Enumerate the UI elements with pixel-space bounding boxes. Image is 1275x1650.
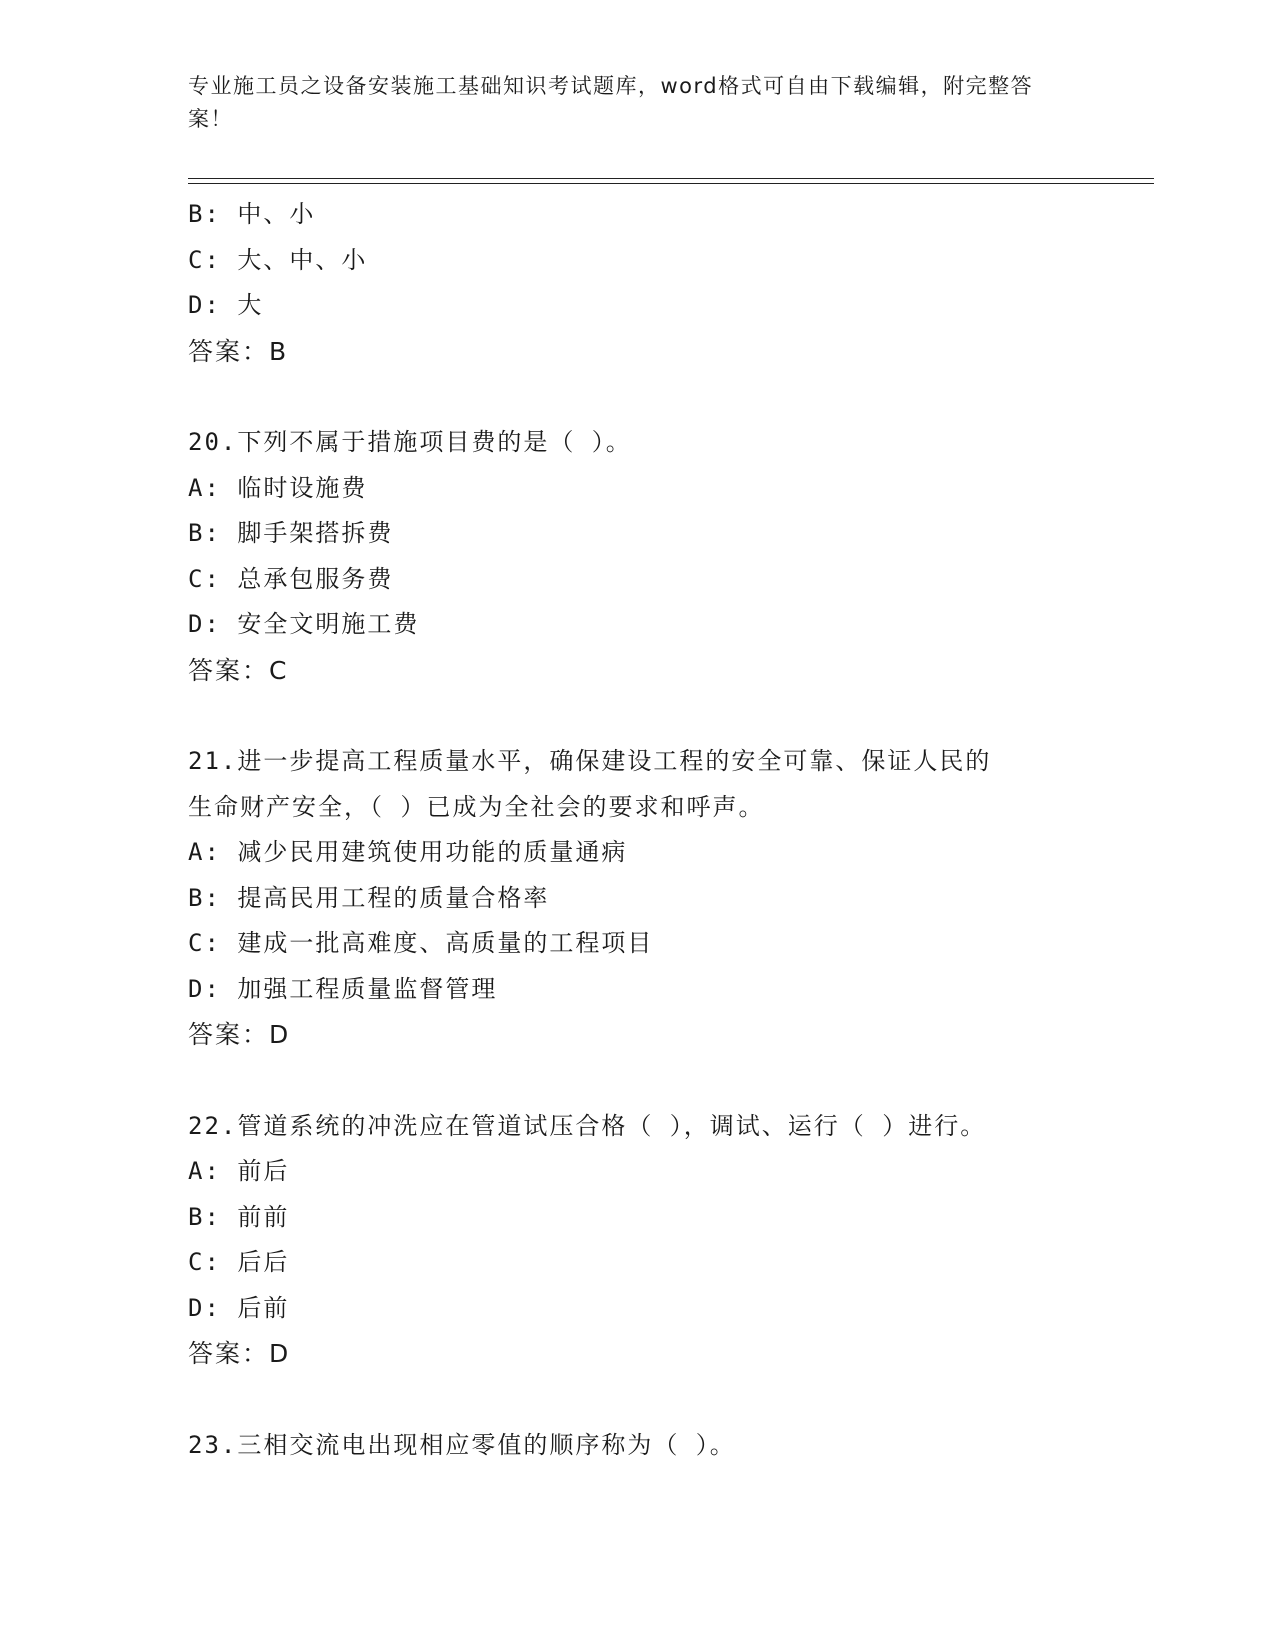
option-d: D: 后前	[188, 1293, 290, 1322]
option-c: C: 总承包服务费	[188, 564, 394, 593]
answer-line: 答案：D	[188, 1020, 291, 1049]
question-stem: 23.三相交流电出现相应零值的顺序称为（ ）。	[188, 1430, 736, 1459]
answer-line: 答案：B	[188, 336, 289, 366]
header-rule-top	[188, 178, 1154, 179]
option-a: A: 临时设施费	[188, 473, 368, 502]
question-block-21	[188, 739, 1088, 1058]
option-b: B: 中、小	[188, 200, 316, 228]
question-list	[188, 192, 1088, 1468]
question-block-23	[188, 1423, 1088, 1469]
header-title: 专业施工员之设备安装施工基础知识考试题库，word格式可自由下载编辑，附完整答案！	[188, 74, 1034, 131]
option-d: D: 大	[188, 291, 264, 319]
option-a: A: 前后	[188, 1157, 290, 1185]
option-c: C: 后后	[188, 1248, 290, 1276]
option-b: B: 脚手架搭拆费	[188, 519, 394, 547]
option-d: D: 安全文明施工费	[188, 610, 420, 638]
document-header	[188, 70, 1068, 136]
answer-line: 答案：D	[188, 1339, 291, 1368]
answer-line: 答案：C	[188, 655, 289, 685]
question-block-22	[188, 1104, 1088, 1377]
option-b: B: 提高民用工程的质量合格率	[188, 883, 550, 912]
header-rule-bottom	[188, 183, 1154, 184]
option-a: A: 减少民用建筑使用功能的质量通病	[188, 838, 628, 866]
question-stem: 20.下列不属于措施项目费的是（ ）。	[188, 428, 632, 456]
option-d: D: 加强工程质量监督管理	[188, 974, 498, 1003]
question-stem: 22.管道系统的冲洗应在管道试压合格（ ），调试、运行（ ）进行。	[188, 1111, 987, 1140]
question-stem-continued: 生命财产安全，（ ）已成为全社会的要求和呼声。	[188, 792, 765, 821]
question-block-19	[188, 192, 1088, 374]
option-c: C: 大、中、小	[188, 245, 368, 274]
option-c: C: 建成一批高难度、高质量的工程项目	[188, 929, 654, 957]
option-b: B: 前前	[188, 1202, 290, 1231]
question-stem: 21.进一步提高工程质量水平，确保建设工程的安全可靠、保证人民的	[188, 747, 992, 775]
question-block-20	[188, 420, 1088, 693]
